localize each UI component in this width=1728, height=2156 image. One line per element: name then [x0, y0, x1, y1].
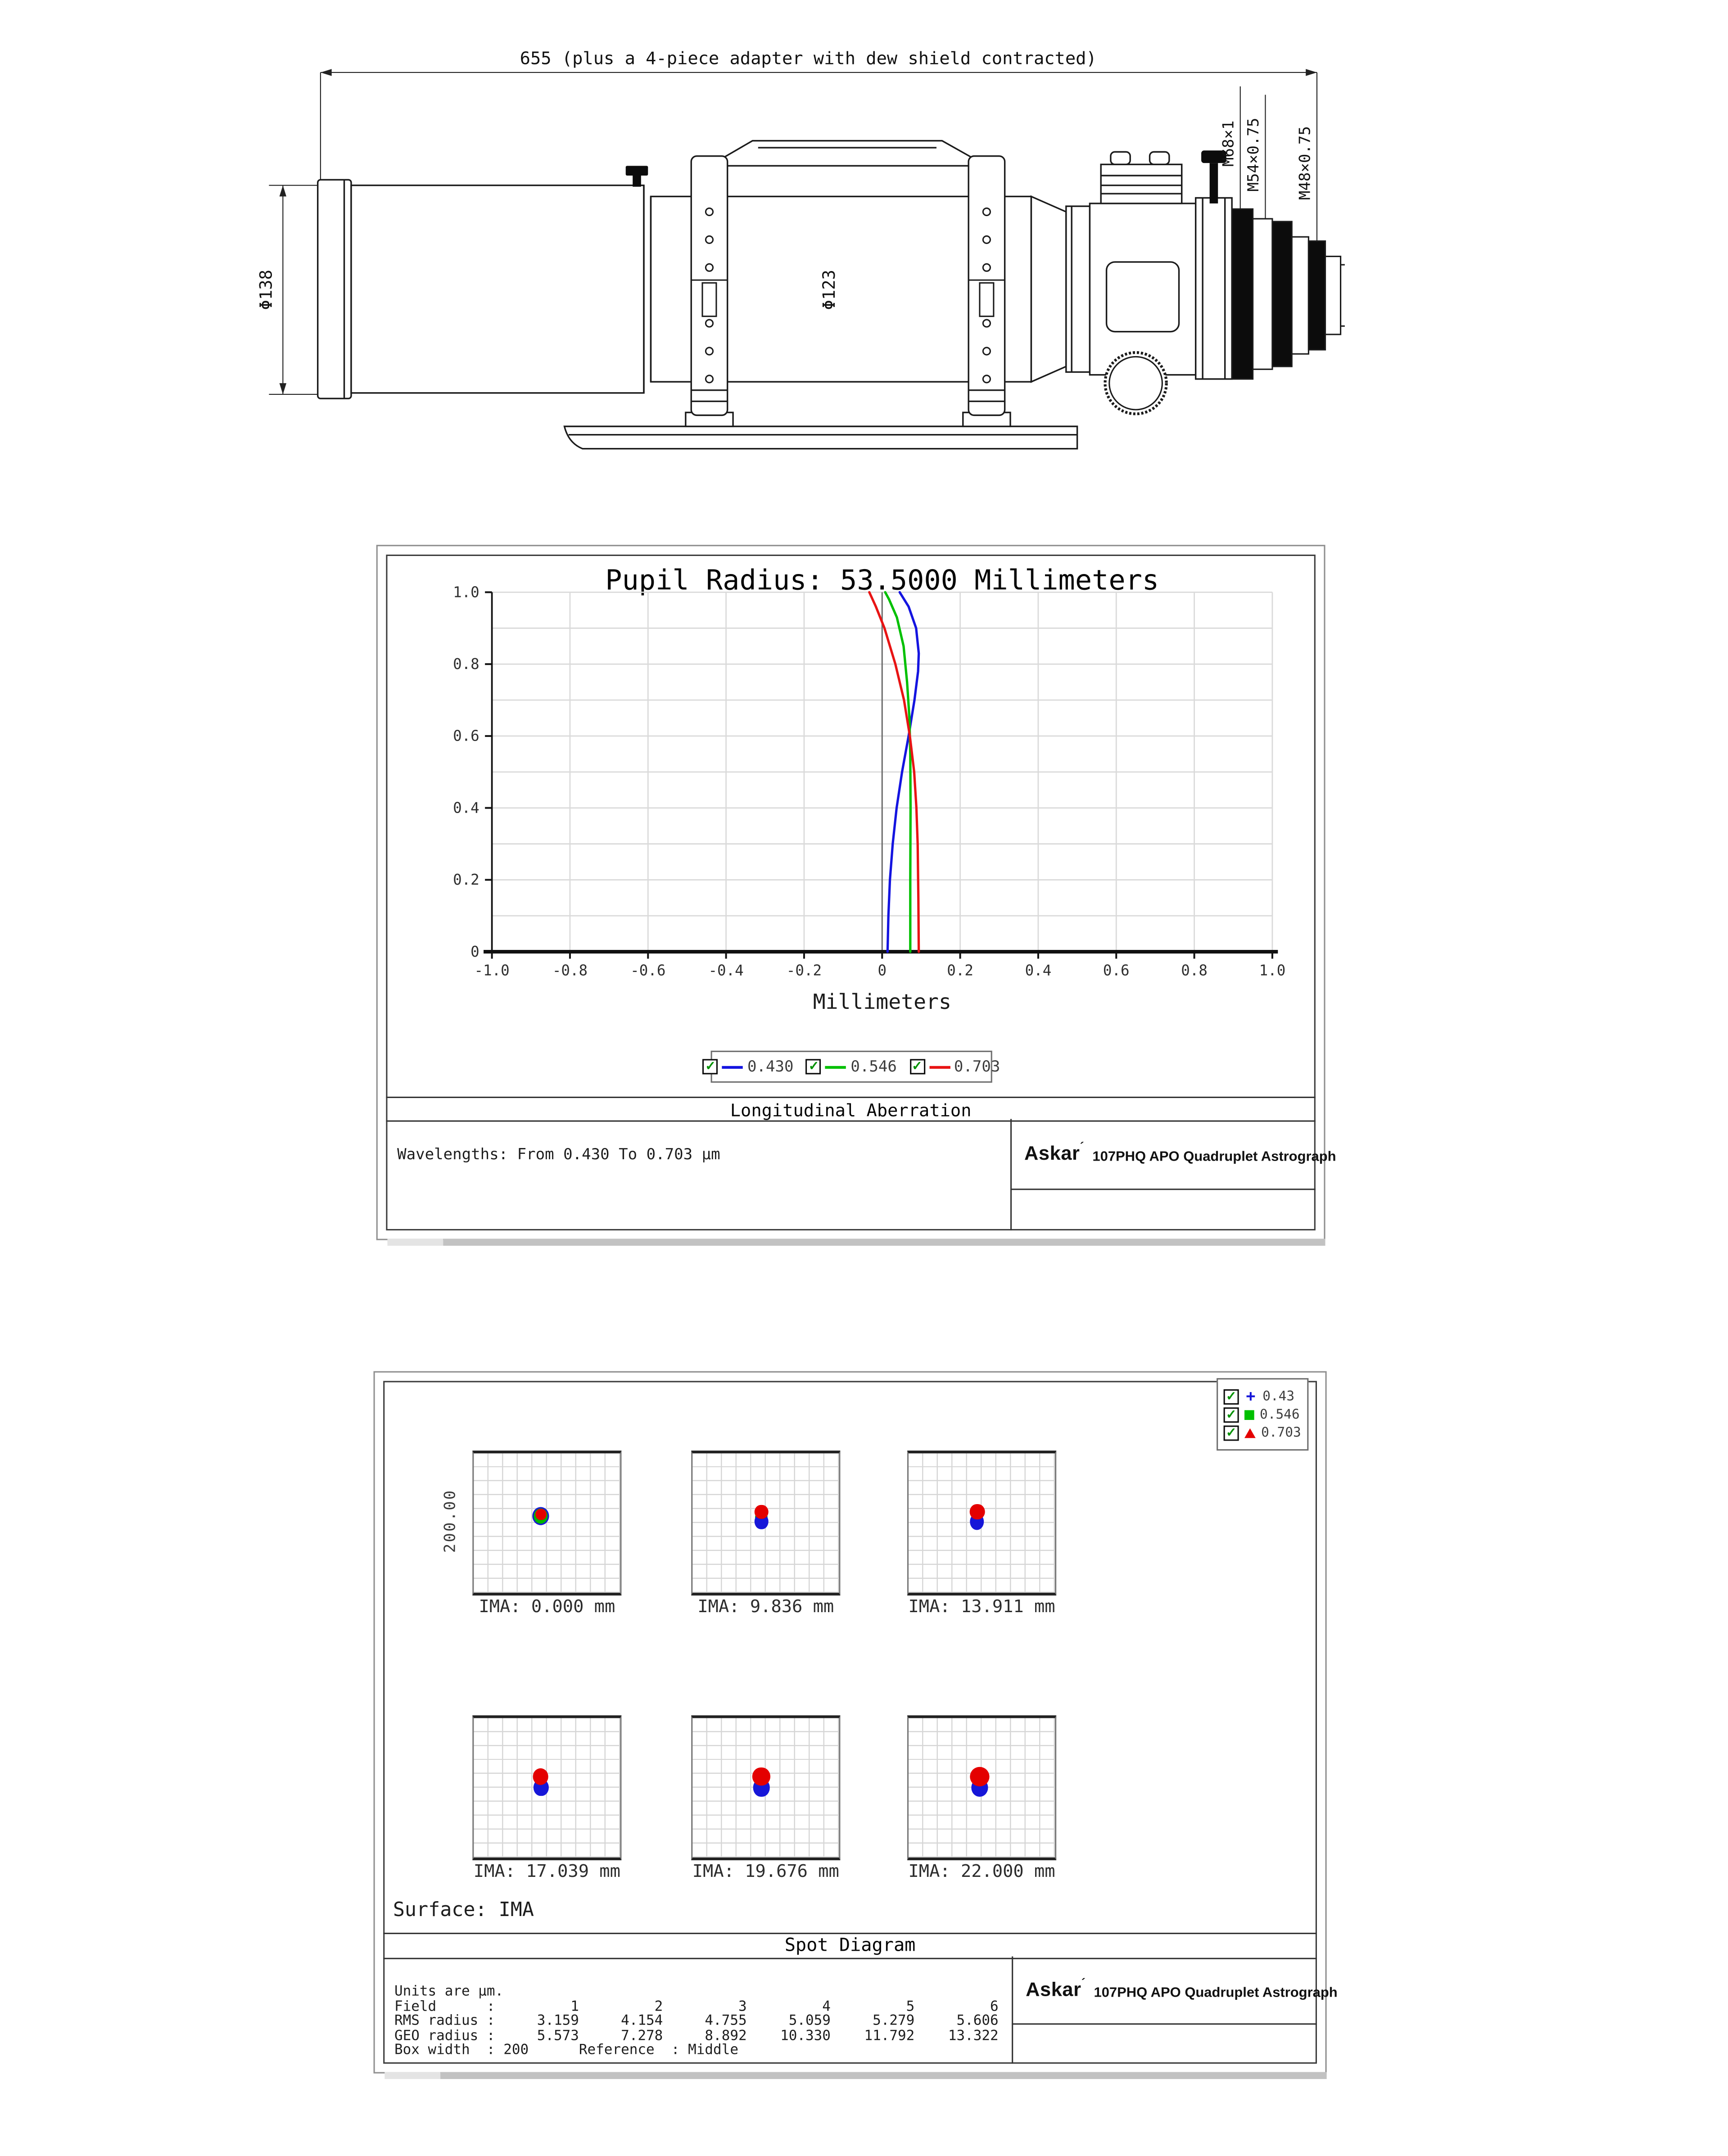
telescope-drawing: [244, 35, 1345, 508]
legend-label: 0.546: [1260, 1406, 1300, 1422]
legend-label: 0.430: [747, 1058, 794, 1076]
legend-checkbox-icon[interactable]: ✓: [1224, 1425, 1239, 1440]
ima-label-2: IMA: 9.836 mm: [697, 1596, 834, 1617]
legend-item-0.430: [703, 1058, 794, 1076]
x-tick-label: -0.2: [786, 962, 822, 979]
aberration-caption-band: [386, 1097, 1315, 1122]
spot-panel-6: [907, 1715, 1056, 1860]
aberration-wavelength-note: Wavelengths: From 0.430 To 0.703 μm: [397, 1145, 720, 1164]
spot-panel-4: [472, 1715, 621, 1860]
spot-table-line-3: RMS radius : 3.159 4.154 4.755 5.059 5.279 5.606: [394, 2014, 999, 2029]
thread-m54-label: M54×0.75: [1244, 118, 1262, 192]
ima-label-4: IMA: 17.039 mm: [473, 1860, 620, 1881]
spot-table-line-2: Field : 1 2 3 4 5 6: [394, 1999, 999, 2015]
x-tick-label: -0.8: [552, 962, 588, 979]
legend-item-0.546: [806, 1058, 897, 1076]
aberration-logo-divider: [1010, 1189, 1316, 1190]
focuser-cone: [1031, 196, 1066, 382]
spot-panel-5: [691, 1715, 840, 1860]
spot-cluster: [536, 1509, 547, 1520]
spot-surface-label: Surface: IMA: [393, 1899, 534, 1922]
aberration-caption: Longitudinal Aberration: [730, 1098, 972, 1120]
x-tick-label: -0.4: [708, 962, 744, 979]
ima-label-6: IMA: 22.000 mm: [908, 1860, 1055, 1881]
spot-caption: Spot Diagram: [784, 1935, 916, 1957]
y-tick-label: 0: [470, 943, 479, 960]
spot-window-shadow: [440, 2072, 1327, 2079]
y-tick-label: 0.8: [453, 655, 479, 673]
spot-panel-2: [691, 1451, 840, 1596]
y-tick-label: 1.0: [453, 583, 479, 601]
legend-checkbox-icon[interactable]: ✓: [703, 1059, 718, 1074]
dim-tube-diameter-label: Φ123: [819, 270, 839, 310]
aberration-window: [376, 545, 1336, 1240]
aberration-window-shadow-stub: [387, 1239, 443, 1246]
focus-knob: [1105, 353, 1166, 414]
spot-panel-1: [472, 1451, 621, 1596]
brand-logo: Askar: [1024, 1142, 1080, 1165]
aberration-window-shadow: [443, 1239, 1325, 1246]
adapter-ring-m48: [1308, 241, 1325, 349]
legend-line-swatch: [826, 1065, 846, 1068]
spot-logo-divider: [1012, 2023, 1317, 2025]
drawtube: [1196, 198, 1232, 379]
dim-front-diameter-label: Φ138: [256, 270, 276, 310]
ima-label-3: IMA: 13.911 mm: [908, 1596, 1055, 1617]
x-tick-label: 0: [878, 962, 887, 979]
x-tick-label: -0.6: [630, 962, 666, 979]
legend-label: 0.43: [1262, 1388, 1295, 1404]
spot-window-shadow-stub: [385, 2072, 440, 2079]
aberration-plot: [378, 546, 1324, 1027]
legend-label: 0.546: [850, 1058, 897, 1076]
thread-m68-label: M68×1: [1219, 120, 1238, 167]
brand-model: 107PHQ APO Quadruplet Astrograph: [1092, 1149, 1336, 1165]
legend-label: 0.703: [954, 1058, 1000, 1076]
carry-handle: [709, 141, 986, 166]
x-tick-label: -1.0: [474, 962, 510, 979]
spot-table-line-5: Box width : 200 Reference : Middle: [394, 2043, 738, 2059]
y-tick-label: 0.4: [453, 799, 479, 817]
x-tick-label: 0.8: [1181, 962, 1208, 979]
dew-shield-front-ring: [318, 180, 351, 398]
spot-table-line-1: Units are μm.: [394, 1984, 504, 2000]
x-tick-label: 0.2: [947, 962, 973, 979]
adapter-train: [1232, 209, 1345, 379]
finder-bracket: [1101, 164, 1182, 203]
spot-data-table: [394, 1986, 999, 2060]
aberration-title: Pupil Radius: 53.5000 Millimeters: [605, 563, 1159, 597]
legend-label: 0.703: [1261, 1424, 1301, 1440]
legend-line-swatch: [929, 1065, 950, 1068]
x-axis-label: Millimeters: [813, 989, 951, 1014]
thread-m48-label: M48×0.75: [1296, 126, 1314, 200]
plus-marker-icon: +: [1246, 1386, 1256, 1406]
dew-shield: [351, 185, 644, 393]
spot-window: [374, 1371, 1338, 2074]
telescope-body: [318, 141, 1232, 449]
x-tick-label: 0.6: [1103, 962, 1130, 979]
brand-logo-mark: ´: [1080, 1140, 1084, 1154]
spot-panel-3: [907, 1451, 1056, 1596]
aberration-logo-cell: [1010, 1119, 1336, 1189]
dim-length-label: 655 (plus a 4-piece adapter with dew shield contracted): [520, 48, 1097, 69]
adapter-ring-m68: [1232, 209, 1253, 379]
x-tick-label: 1.0: [1259, 962, 1286, 979]
legend-line-swatch: [722, 1065, 743, 1068]
brand-model: 107PHQ APO Quadruplet Astrograph: [1094, 1985, 1338, 2001]
legend-checkbox-icon[interactable]: ✓: [909, 1059, 925, 1074]
legend-checkbox-icon[interactable]: ✓: [1224, 1388, 1239, 1404]
legend-checkbox-icon[interactable]: ✓: [1224, 1407, 1239, 1422]
spot-cluster: [971, 1766, 990, 1785]
spot-caption-band: [383, 1933, 1317, 1959]
legend-item-0.703: [909, 1058, 1000, 1076]
y-tick-label: 0.6: [453, 727, 479, 745]
brand-logo-mark: ´: [1081, 1976, 1086, 1990]
legend-checkbox-icon[interactable]: ✓: [806, 1059, 821, 1074]
dovetail-plate: [565, 426, 1077, 449]
ima-label-1: IMA: 0.000 mm: [479, 1596, 615, 1617]
y-tick-label: 0.2: [453, 871, 479, 889]
spot-panels-area: [375, 1373, 1325, 1902]
aberration-legend: [705, 1051, 1000, 1083]
spot-logo-cell: [1012, 1957, 1338, 2024]
x-tick-label: 0.4: [1025, 962, 1052, 979]
brand-logo: Askar: [1026, 1978, 1081, 2001]
adapter-ring-m54: [1272, 221, 1292, 366]
ima-label-5: IMA: 19.676 mm: [692, 1860, 839, 1881]
focuser-side-plate: [1107, 262, 1179, 332]
spot-table-line-4: GEO radius : 5.573 7.278 8.892 10.330 11.792 13.322: [394, 2028, 999, 2044]
spot-scale-label: 200.00: [441, 1489, 459, 1553]
